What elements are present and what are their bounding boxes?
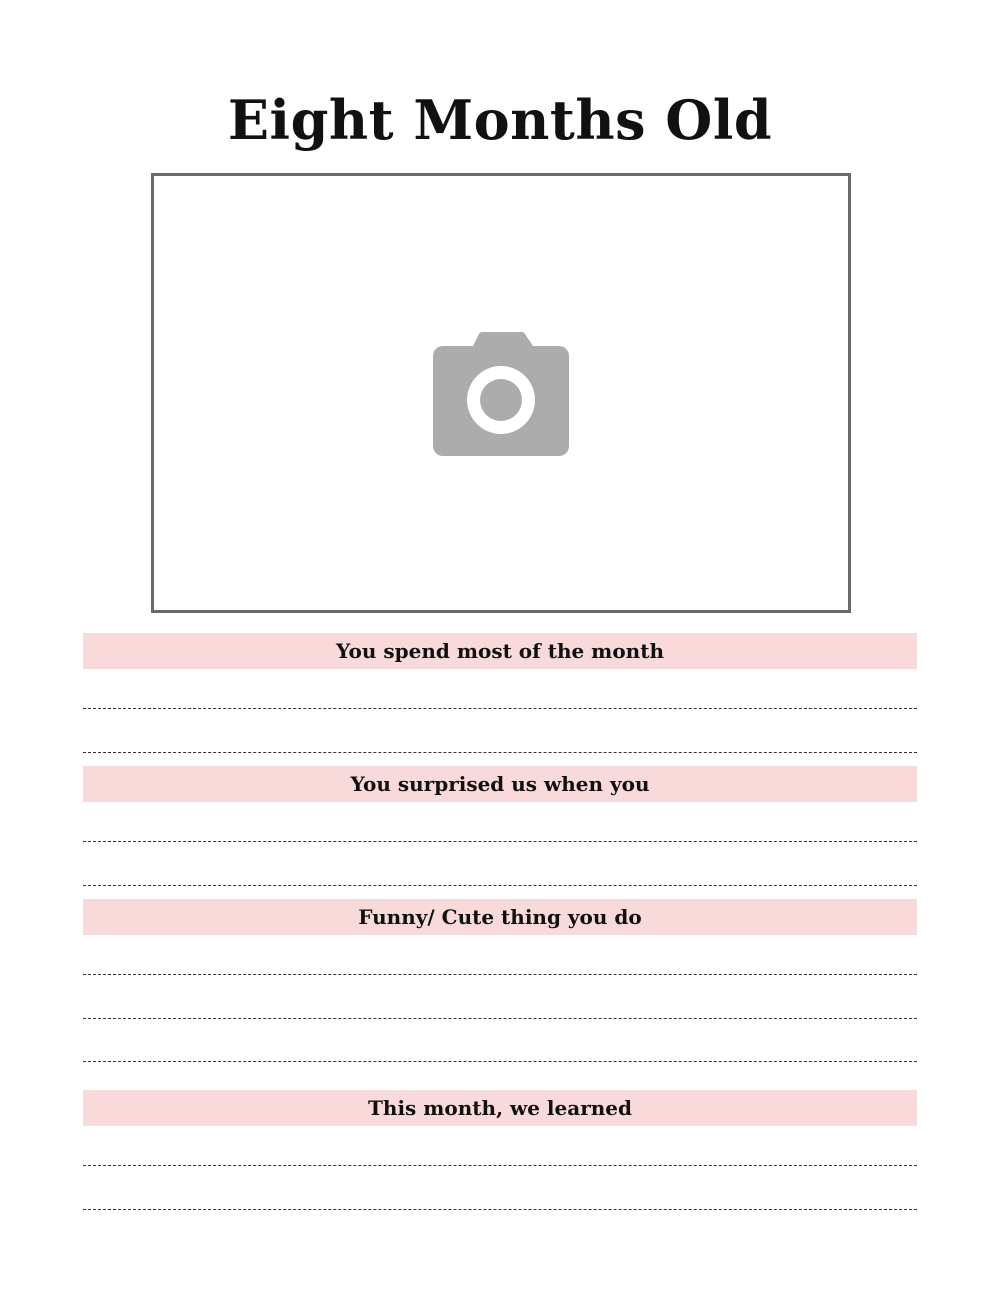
section-heading: This month, we learned [83,1090,917,1126]
section-heading: You surprised us when you [83,766,917,802]
page-title: Eight Months Old [227,88,773,152]
section-spend-most-of-month [83,633,917,753]
camera-icon [433,332,569,456]
section-heading: You spend most of the month [83,633,917,669]
writing-line[interactable] [83,752,917,753]
photo-placeholder[interactable] [151,173,851,613]
writing-line[interactable] [83,841,917,842]
section-heading: Funny/ Cute thing you do [83,899,917,935]
writing-line[interactable] [83,1061,917,1062]
section-funny-cute-thing [83,899,917,1063]
section-surprised-us [83,766,917,886]
writing-line[interactable] [83,1209,917,1210]
section-this-month-we-learned [83,1090,917,1210]
writing-line[interactable] [83,708,917,709]
writing-line[interactable] [83,974,917,975]
writing-line[interactable] [83,885,917,886]
writing-line[interactable] [83,1018,917,1019]
writing-line[interactable] [83,1165,917,1166]
